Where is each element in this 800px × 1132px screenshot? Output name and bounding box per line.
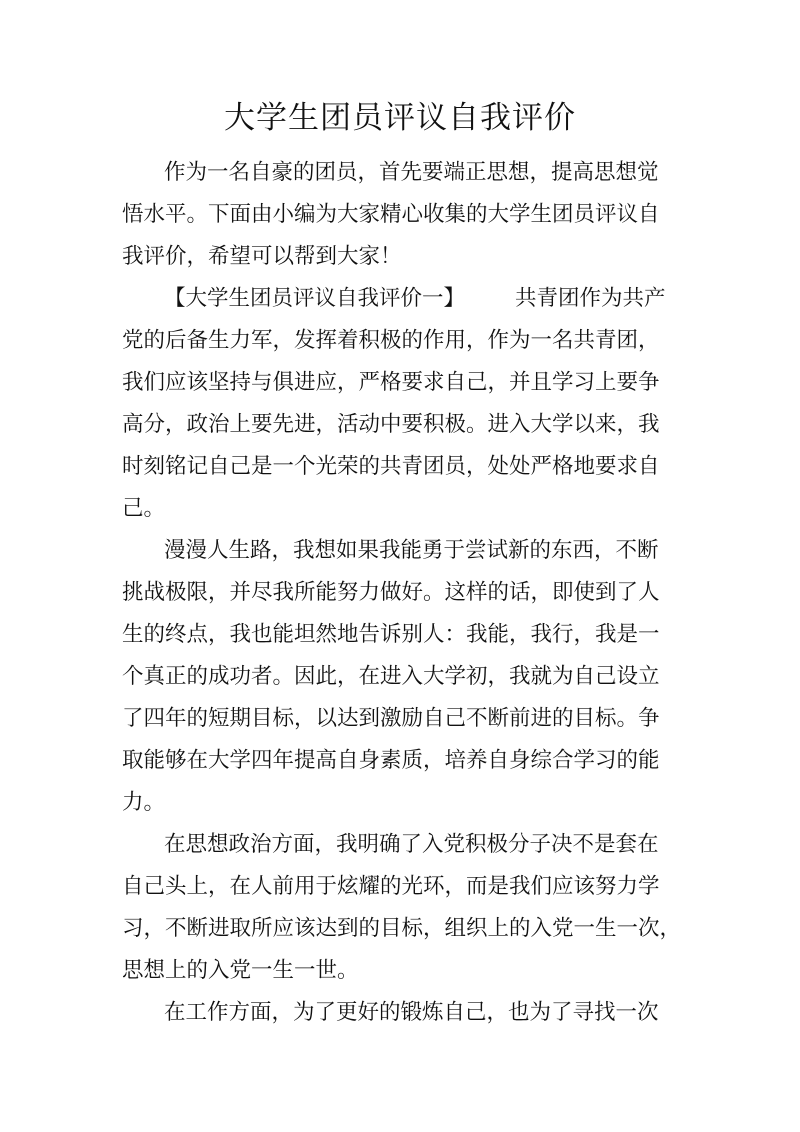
text-line: 自己头上，在人前用于炫耀的光环，而是我们应该努力学 (122, 874, 660, 899)
section-heading-line (164, 284, 666, 314)
text-line: 作为一名自豪的团员，首先要端正思想，提高思想觉 (164, 160, 659, 185)
text-line: 在工作方面，为了更好的锻炼自己，也为了寻找一次 (164, 1000, 659, 1025)
page-title: 大学生团员评议自我评价 (224, 100, 576, 136)
text-line: 习，不断进取所应该达到的目标，组织上的入党一生一次， (122, 916, 682, 941)
text-line: 高分，政治上要先进，活动中要积极。进入大学以来，我 (122, 412, 660, 437)
text-line: 力。 (122, 790, 166, 815)
text-line: 我们应该坚持与俱进应，严格要求自己，并且学习上要争 (122, 370, 660, 395)
text-line: 时刻铭记自己是一个光荣的共青团员，处处严格地要求自 (122, 454, 660, 479)
text-line: 了四年的短期目标，以达到激励自己不断前进的目标。争 (122, 706, 660, 731)
text-line: 在思想政治方面，我明确了入党积极分子决不是套在 (164, 832, 659, 857)
text-line: 取能够在大学四年提高自身素质，培养自身综合学习的能 (122, 748, 660, 773)
text-line: 漫漫人生路，我想如果我能勇于尝试新的东西，不断 (164, 538, 659, 563)
text-line: 挑战极限，并尽我所能努力做好。这样的话，即使到了人 (122, 580, 660, 605)
text-line: 生的终点，我也能坦然地告诉别人：我能，我行，我是一 (122, 622, 660, 647)
text-line: 党的后备生力军，发挥着积极的作用，作为一名共青团， (122, 328, 660, 353)
text-fragment: 共青团作为共产 (515, 286, 666, 311)
section-heading: 【大学生团员评议自我评价一】 (164, 286, 466, 311)
text-line: 思想上的入党一生一世。 (122, 958, 359, 983)
text-line: 个真正的成功者。因此，在进入大学初，我就为自己设立 (122, 664, 660, 689)
text-line: 己。 (122, 496, 166, 521)
text-line: 悟水平。下面由小编为大家精心收集的大学生团员评议自 (122, 202, 660, 227)
text-line: 我评价，希望可以帮到大家！ (122, 244, 402, 269)
